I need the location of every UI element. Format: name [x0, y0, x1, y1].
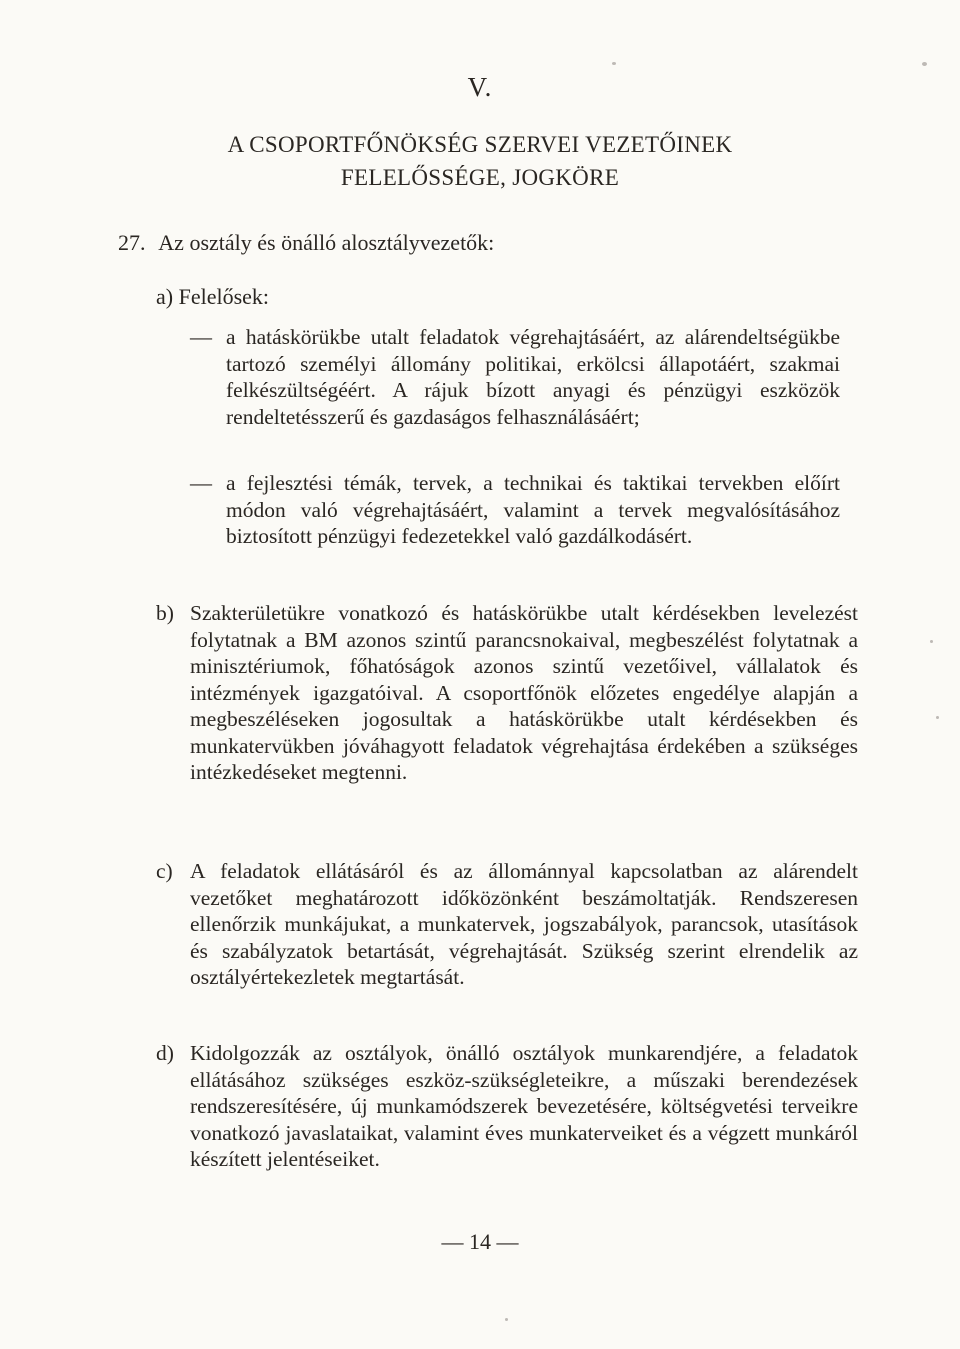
chapter-title-line-2: FELELŐSSÉGE, JOGKÖRE [340, 165, 620, 190]
item-d-text: Kidolgozzák az osztályok, önálló osztályok munkarendjére, a feladatok ellátásához szükséges eszköz-szükségleteikre, a műszaki berendezések rendszeresítésére, új munkamódszerek bevezetésére, költségvetési terveikre vonatkozó javaslataikat, valamint éves munkaterveiket és a végzett munkáról készített jelentéseiket. [190, 1041, 858, 1171]
chapter-title-line-1: A CSOPORTFŐNÖKSÉG SZERVEI VEZETŐINEK [227, 132, 733, 157]
item-b-text: Szakterületükre vonatkozó és hatáskörükbe utalt kérdésekben levelezést folytatnak a BM azonos szintű parancsnokaival, megbeszélést folytatnak a minisztériumok, főhatóságok azonos szintű vezetőivel, vállalatok és intézmények igazgatóival. A csoportfőnök előzetes engedélye alapján a megbeszéléseken jogosultak a hatáskörükbe utalt kérdésekben és munkatervükben jóváhagyott feladatok végrehajtása érdekében a szükséges intézkedéseket megtenni. [190, 601, 858, 784]
dash-2-marker: — [190, 470, 212, 495]
scan-speck [505, 1318, 508, 1321]
item-d-marker: d) [156, 1041, 174, 1065]
section-heading-text: Az osztály és önálló alosztályvezetők: [158, 230, 495, 255]
item-b [118, 600, 858, 840]
item-a-heading [156, 284, 269, 310]
scan-speck [612, 62, 616, 65]
dash-1-text: a hatáskörükbe utalt feladatok végrehajtásáért, az alárendeltségükbe tartozó személyi állomány politikai, erkölcsi állapotáért, szakmai felkészültségéért. A rájuk bízott anyagi és pénzügyi eszközök rendeltetésszerű és gazdaságos felhasználásáért; [226, 325, 840, 429]
item-c-marker: c) [156, 859, 173, 883]
item-a-dash-1 [190, 324, 850, 456]
item-d [118, 1040, 858, 1205]
item-c [118, 858, 858, 1018]
item-c-text: A feladatok ellátásáról és az állománnyal kapcsolatban az alárendelt vezetőket meghatározott időközönként beszámoltatják. Rendszeresen ellenőrzik munkájukat, a munkatervek, jogszabályok, parancsok, utasítások és szabályzatok betartását, végrehajtását. Szükség szerint elrendelik az osztályértekezletek megtartását. [190, 859, 858, 989]
item-b-marker: b) [156, 601, 174, 625]
dash-2-text: a fejlesztési témák, tervek, a technikai és taktikai tervekben előírt módon való végrehajtásáért, valamint a tervek megvalósításához biztosított pénzügyi fedezetekkel való gazdálkodásért. [226, 471, 840, 548]
dash-1-marker: — [190, 324, 212, 349]
chapter-title [0, 128, 960, 194]
item-a-marker: a) [156, 284, 174, 309]
page-number: — 14 — [441, 1229, 519, 1254]
scan-speck [922, 62, 927, 66]
scan-speck [930, 640, 933, 643]
scan-speck [936, 716, 939, 719]
item-a-label: Felelősek: [178, 284, 270, 309]
section-heading [118, 230, 858, 256]
chapter-number: V. [467, 72, 493, 102]
item-a-dash-2 [190, 470, 850, 602]
section-number: 27. [118, 230, 146, 255]
